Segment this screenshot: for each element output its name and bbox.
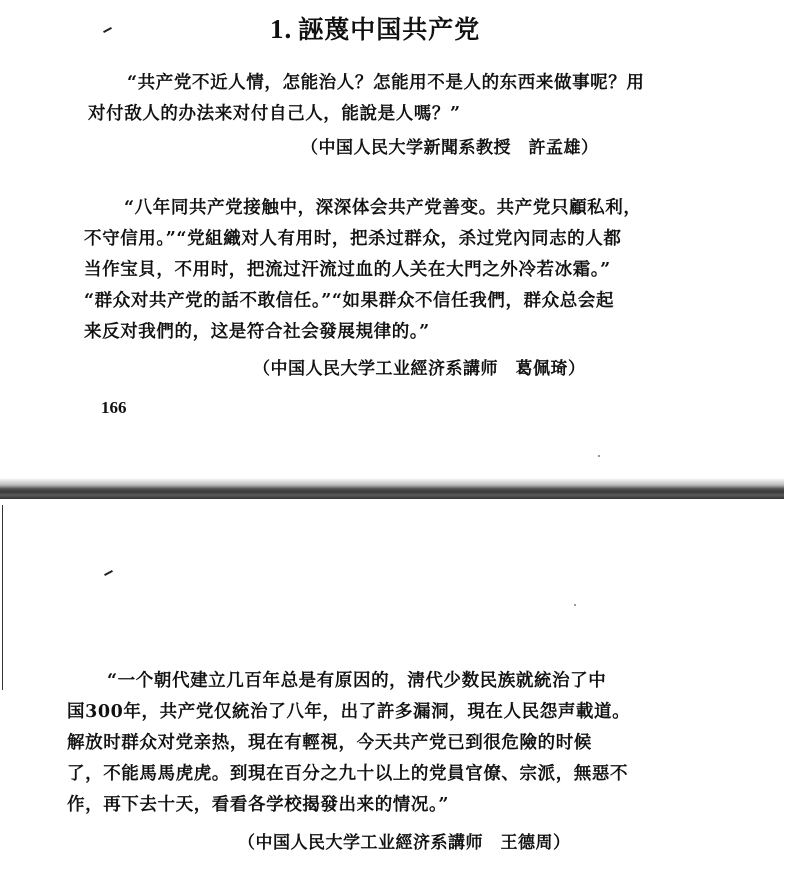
- divider-gap: [784, 474, 794, 499]
- scan-edge-line: [2, 505, 3, 690]
- quote-wang-dezhou: [67, 666, 631, 821]
- page-divider: [0, 473, 794, 499]
- quote-line: “一个朝代建立几百年总是有原因的，淸代少数民族就統治了中: [107, 671, 607, 691]
- quote-line: 对付敌人的办法来对付自己人，能說是人嗎？”: [88, 104, 461, 124]
- scan-speck: [598, 455, 600, 457]
- quote-line: 来反对我們的，这是符合社会發展規律的。”: [84, 322, 430, 342]
- quote-line: 当作宝貝，不用时，把流过汗流过血的人关在大門之外冷若冰霜。”: [84, 260, 611, 280]
- section-title: [270, 10, 480, 46]
- section-title-text: 誣蔑中国共产党: [298, 15, 481, 44]
- quote-line: 国300年，共产党仅統治了八年，出了許多漏洞，現在人民怨声載道。: [67, 702, 631, 722]
- attribution-ge-peiqi: （中国人民大学工业經济系講师 葛佩琦）: [253, 359, 586, 379]
- scan-mark: [104, 570, 113, 576]
- page-number: 166: [101, 398, 127, 417]
- lower-page: [0, 499, 794, 869]
- quote-ge-peiqi: [84, 193, 642, 348]
- attribution-wang-dezhou: （中国人民大学工业經济系講师 王德周）: [238, 833, 571, 853]
- quote-line: “群众对共产党的話不敢信任。”“如果群众不信任我們，群众总会起: [84, 291, 615, 311]
- scan-speck: [574, 604, 576, 606]
- attribution-xu-mengxiong: （中国人民大学新聞系教授 許孟雄）: [301, 138, 599, 158]
- quote-line: 了，不能馬馬虎虎。到現在百分之九十以上的党員官僚、宗派，無惡不: [67, 764, 629, 784]
- quote-xu-mengxiong: [88, 68, 645, 130]
- quote-line: “共产党不近人情，怎能治人？怎能用不是人的东西来做事呢？用: [127, 73, 645, 93]
- quote-line: 不守信用。”“党組織对人有用时，把杀过群众，杀过党內同志的人都: [84, 229, 622, 249]
- quote-line: “八年同共产党接触中，深深体会共产党善变。共产党只顧私利，: [124, 198, 642, 218]
- quote-line: 作，再下去十天，看看各学校揭發出来的情况。”: [67, 795, 450, 815]
- quote-line: 解放时群众对党亲热，現在有輕視，今天共产党已到很危險的时候: [67, 733, 592, 753]
- section-number: 1.: [270, 14, 293, 44]
- scan-mark: [103, 27, 112, 33]
